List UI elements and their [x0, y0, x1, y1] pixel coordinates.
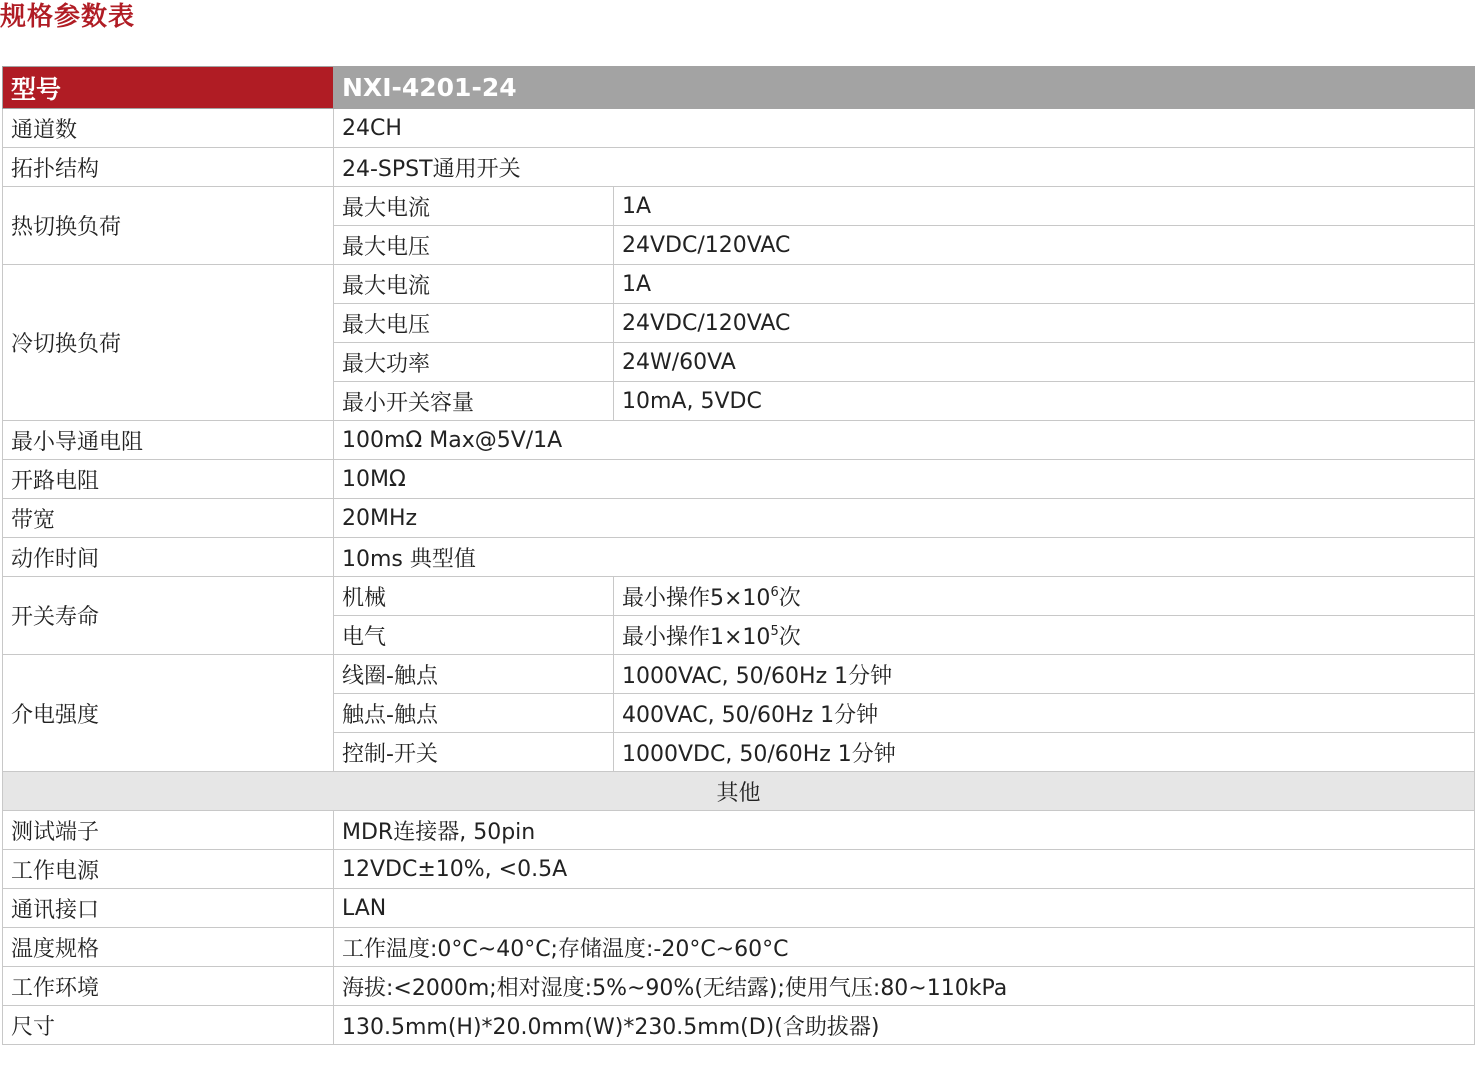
row-value-dimensions: 130.5mm(H)*20.0mm(W)*230.5mm(D)(含助拔器) [334, 1006, 1475, 1045]
row-label-open-resistance: 开路电阻 [3, 460, 334, 499]
sub-label-hot-voltage: 最大电压 [334, 226, 614, 265]
sub-label-cold-min-capacity: 最小开关容量 [334, 382, 614, 421]
table-row [3, 967, 1475, 1006]
sub-label-cold-power: 最大功率 [334, 343, 614, 382]
sub-label-cold-voltage: 最大电压 [334, 304, 614, 343]
row-label-environment: 工作环境 [3, 967, 334, 1006]
sub-value-contact-contact: 400VAC, 50/60Hz 1分钟 [614, 694, 1475, 733]
row-label-bandwidth: 带宽 [3, 499, 334, 538]
sub-value-electrical [614, 616, 1475, 655]
table-row [3, 148, 1475, 187]
table-header-row [3, 67, 1475, 109]
spec-table [2, 66, 1475, 1045]
sub-label-mechanical: 机械 [334, 577, 614, 616]
sub-value-mechanical [614, 577, 1475, 616]
row-label-on-resistance: 最小导通电阻 [3, 421, 334, 460]
sub-label-electrical: 电气 [334, 616, 614, 655]
section-row-other [3, 772, 1475, 811]
row-value-bandwidth: 20MHz [334, 499, 1475, 538]
sub-value-hot-current: 1A [614, 187, 1475, 226]
row-value-power-supply: 12VDC±10%, <0.5A [334, 850, 1475, 889]
row-label-comm-port: 通讯接口 [3, 889, 334, 928]
row-value-test-port: MDR连接器, 50pin [334, 811, 1475, 850]
sub-label-coil-contact: 线圈-触点 [334, 655, 614, 694]
mechanical-exponent: 6 [770, 584, 779, 600]
sub-value-control-switch: 1000VDC, 50/60Hz 1分钟 [614, 733, 1475, 772]
mechanical-suffix: 次 [778, 585, 801, 611]
row-label-power-supply: 工作电源 [3, 850, 334, 889]
sub-value-coil-contact: 1000VAC, 50/60Hz 1分钟 [614, 655, 1475, 694]
model-value: NXI-4201-24 [334, 67, 1475, 109]
model-label: 型号 [3, 67, 334, 109]
row-value-comm-port: LAN [334, 889, 1475, 928]
section-label-other: 其他 [3, 772, 1475, 811]
table-row [3, 1006, 1475, 1045]
row-label-dielectric: 介电强度 [3, 655, 334, 772]
sub-label-cold-current: 最大电流 [334, 265, 614, 304]
table-row [3, 850, 1475, 889]
sub-value-cold-voltage: 24VDC/120VAC [614, 304, 1475, 343]
table-row [3, 655, 1475, 694]
table-row [3, 577, 1475, 616]
table-row [3, 421, 1475, 460]
table-row [3, 889, 1475, 928]
row-value-on-resistance: 100mΩ Max@5V/1A [334, 421, 1475, 460]
sub-value-cold-min-capacity: 10mA, 5VDC [614, 382, 1475, 421]
electrical-prefix: 最小操作1×10 [622, 624, 771, 650]
sub-value-hot-voltage: 24VDC/120VAC [614, 226, 1475, 265]
page-title: 规格参数表 [0, 2, 136, 32]
sub-label-contact-contact: 触点-触点 [334, 694, 614, 733]
row-label-temperature: 温度规格 [3, 928, 334, 967]
row-label-channels: 通道数 [3, 109, 334, 148]
table-row [3, 460, 1475, 499]
table-row [3, 499, 1475, 538]
row-value-environment: 海拔:<2000m;相对湿度:5%~90%(无结露);使用气压:80~110kPa [334, 967, 1475, 1006]
row-label-dimensions: 尺寸 [3, 1006, 334, 1045]
table-row [3, 187, 1475, 226]
sub-label-hot-current: 最大电流 [334, 187, 614, 226]
sub-value-cold-power: 24W/60VA [614, 343, 1475, 382]
row-value-action-time: 10ms 典型值 [334, 538, 1475, 577]
row-label-hot-switching: 热切换负荷 [3, 187, 334, 265]
row-label-cold-switching: 冷切换负荷 [3, 265, 334, 421]
row-value-temperature: 工作温度:0°C~40°C;存储温度:-20°C~60°C [334, 928, 1475, 967]
row-label-action-time: 动作时间 [3, 538, 334, 577]
electrical-exponent: 5 [770, 623, 779, 639]
sub-value-cold-current: 1A [614, 265, 1475, 304]
mechanical-prefix: 最小操作5×10 [622, 585, 771, 611]
table-row [3, 109, 1475, 148]
electrical-suffix: 次 [778, 624, 801, 650]
table-row [3, 811, 1475, 850]
table-row [3, 538, 1475, 577]
table-row [3, 265, 1475, 304]
row-value-channels: 24CH [334, 109, 1475, 148]
table-row [3, 928, 1475, 967]
row-label-test-port: 测试端子 [3, 811, 334, 850]
row-value-open-resistance: 10MΩ [334, 460, 1475, 499]
row-label-switch-life: 开关寿命 [3, 577, 334, 655]
sub-label-control-switch: 控制-开关 [334, 733, 614, 772]
row-label-topology: 拓扑结构 [3, 148, 334, 187]
row-value-topology: 24-SPST通用开关 [334, 148, 1475, 187]
